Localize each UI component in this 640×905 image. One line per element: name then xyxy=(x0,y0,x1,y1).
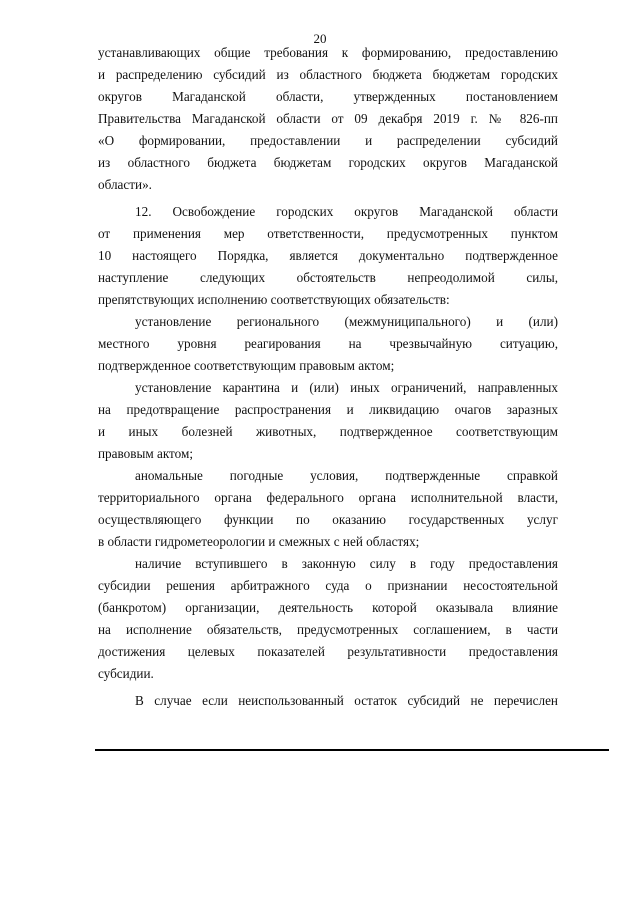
text-line: области». xyxy=(98,177,152,192)
text-line: и распределению субсидий из областного бюджета бюджетам городских xyxy=(98,67,558,82)
text-line: в области гидрометеорологии и смежных с ней областях; xyxy=(98,534,420,549)
text-line: достижения целевых показателей результативности предоставления xyxy=(98,644,558,659)
text-line: на исполнение обязательств, предусмотренных соглашением, в части xyxy=(98,622,558,637)
text-line: устанавливающих общие требования к формированию, предоставлению xyxy=(98,45,558,60)
text-line: территориального органа федерального органа исполнительной власти, xyxy=(98,490,558,505)
text-line: и иных болезней животных, подтвержденное соответствующим xyxy=(98,424,558,439)
text-line: из областного бюджета бюджетам городских округов Магаданской xyxy=(98,155,558,170)
text-line: местного уровня реагирования на чрезвычайную ситуацию, xyxy=(98,336,558,351)
text-line: аномальные погодные условия, подтвержденные справкой xyxy=(135,468,558,483)
text-line: (банкротом) организации, деятельность которой оказывала влияние xyxy=(98,600,558,615)
text-line: установление регионального (межмуниципального) и (или) xyxy=(135,314,558,329)
text-line: от применения мер ответственности, предусмотренных пунктом xyxy=(98,226,558,241)
text-line: 12. Освобождение городских округов Магаданской области xyxy=(135,204,558,219)
text-line: наличие вступившего в законную силу в году предоставления xyxy=(135,556,558,571)
text-line: наступление следующих обстоятельств непреодолимой силы, xyxy=(98,270,558,285)
footer-rule xyxy=(95,749,609,751)
page-number: 20 xyxy=(313,31,327,46)
text-line: субсидии решения арбитражного суда о признании несостоятельной xyxy=(98,578,558,593)
text-line: субсидии. xyxy=(98,666,154,681)
text-line: подтвержденное соответствующим правовым актом; xyxy=(98,358,395,373)
document-body xyxy=(98,42,558,712)
text-line: на предотвращение распространения и ликвидацию очагов заразных xyxy=(98,402,558,417)
text-line: 10 настоящего Порядка, является документально подтвержденное xyxy=(98,248,558,263)
text-line: препятствующих исполнению соответствующих обязательств: xyxy=(98,292,450,307)
text-line: осуществляющего функции по оказанию государственных услуг xyxy=(98,512,558,527)
text-line: округов Магаданской области, утвержденных постановлением xyxy=(98,89,558,104)
text-line: Правительства Магаданской области от 09 декабря 2019 г. № 826-пп xyxy=(98,111,558,126)
text-line: «О формировании, предоставлении и распределении субсидий xyxy=(98,133,558,148)
text-line: правовым актом; xyxy=(98,446,193,461)
text-line: установление карантина и (или) иных ограничений, направленных xyxy=(135,380,558,395)
text-line: В случае если неиспользованный остаток субсидий не перечислен xyxy=(135,693,558,708)
